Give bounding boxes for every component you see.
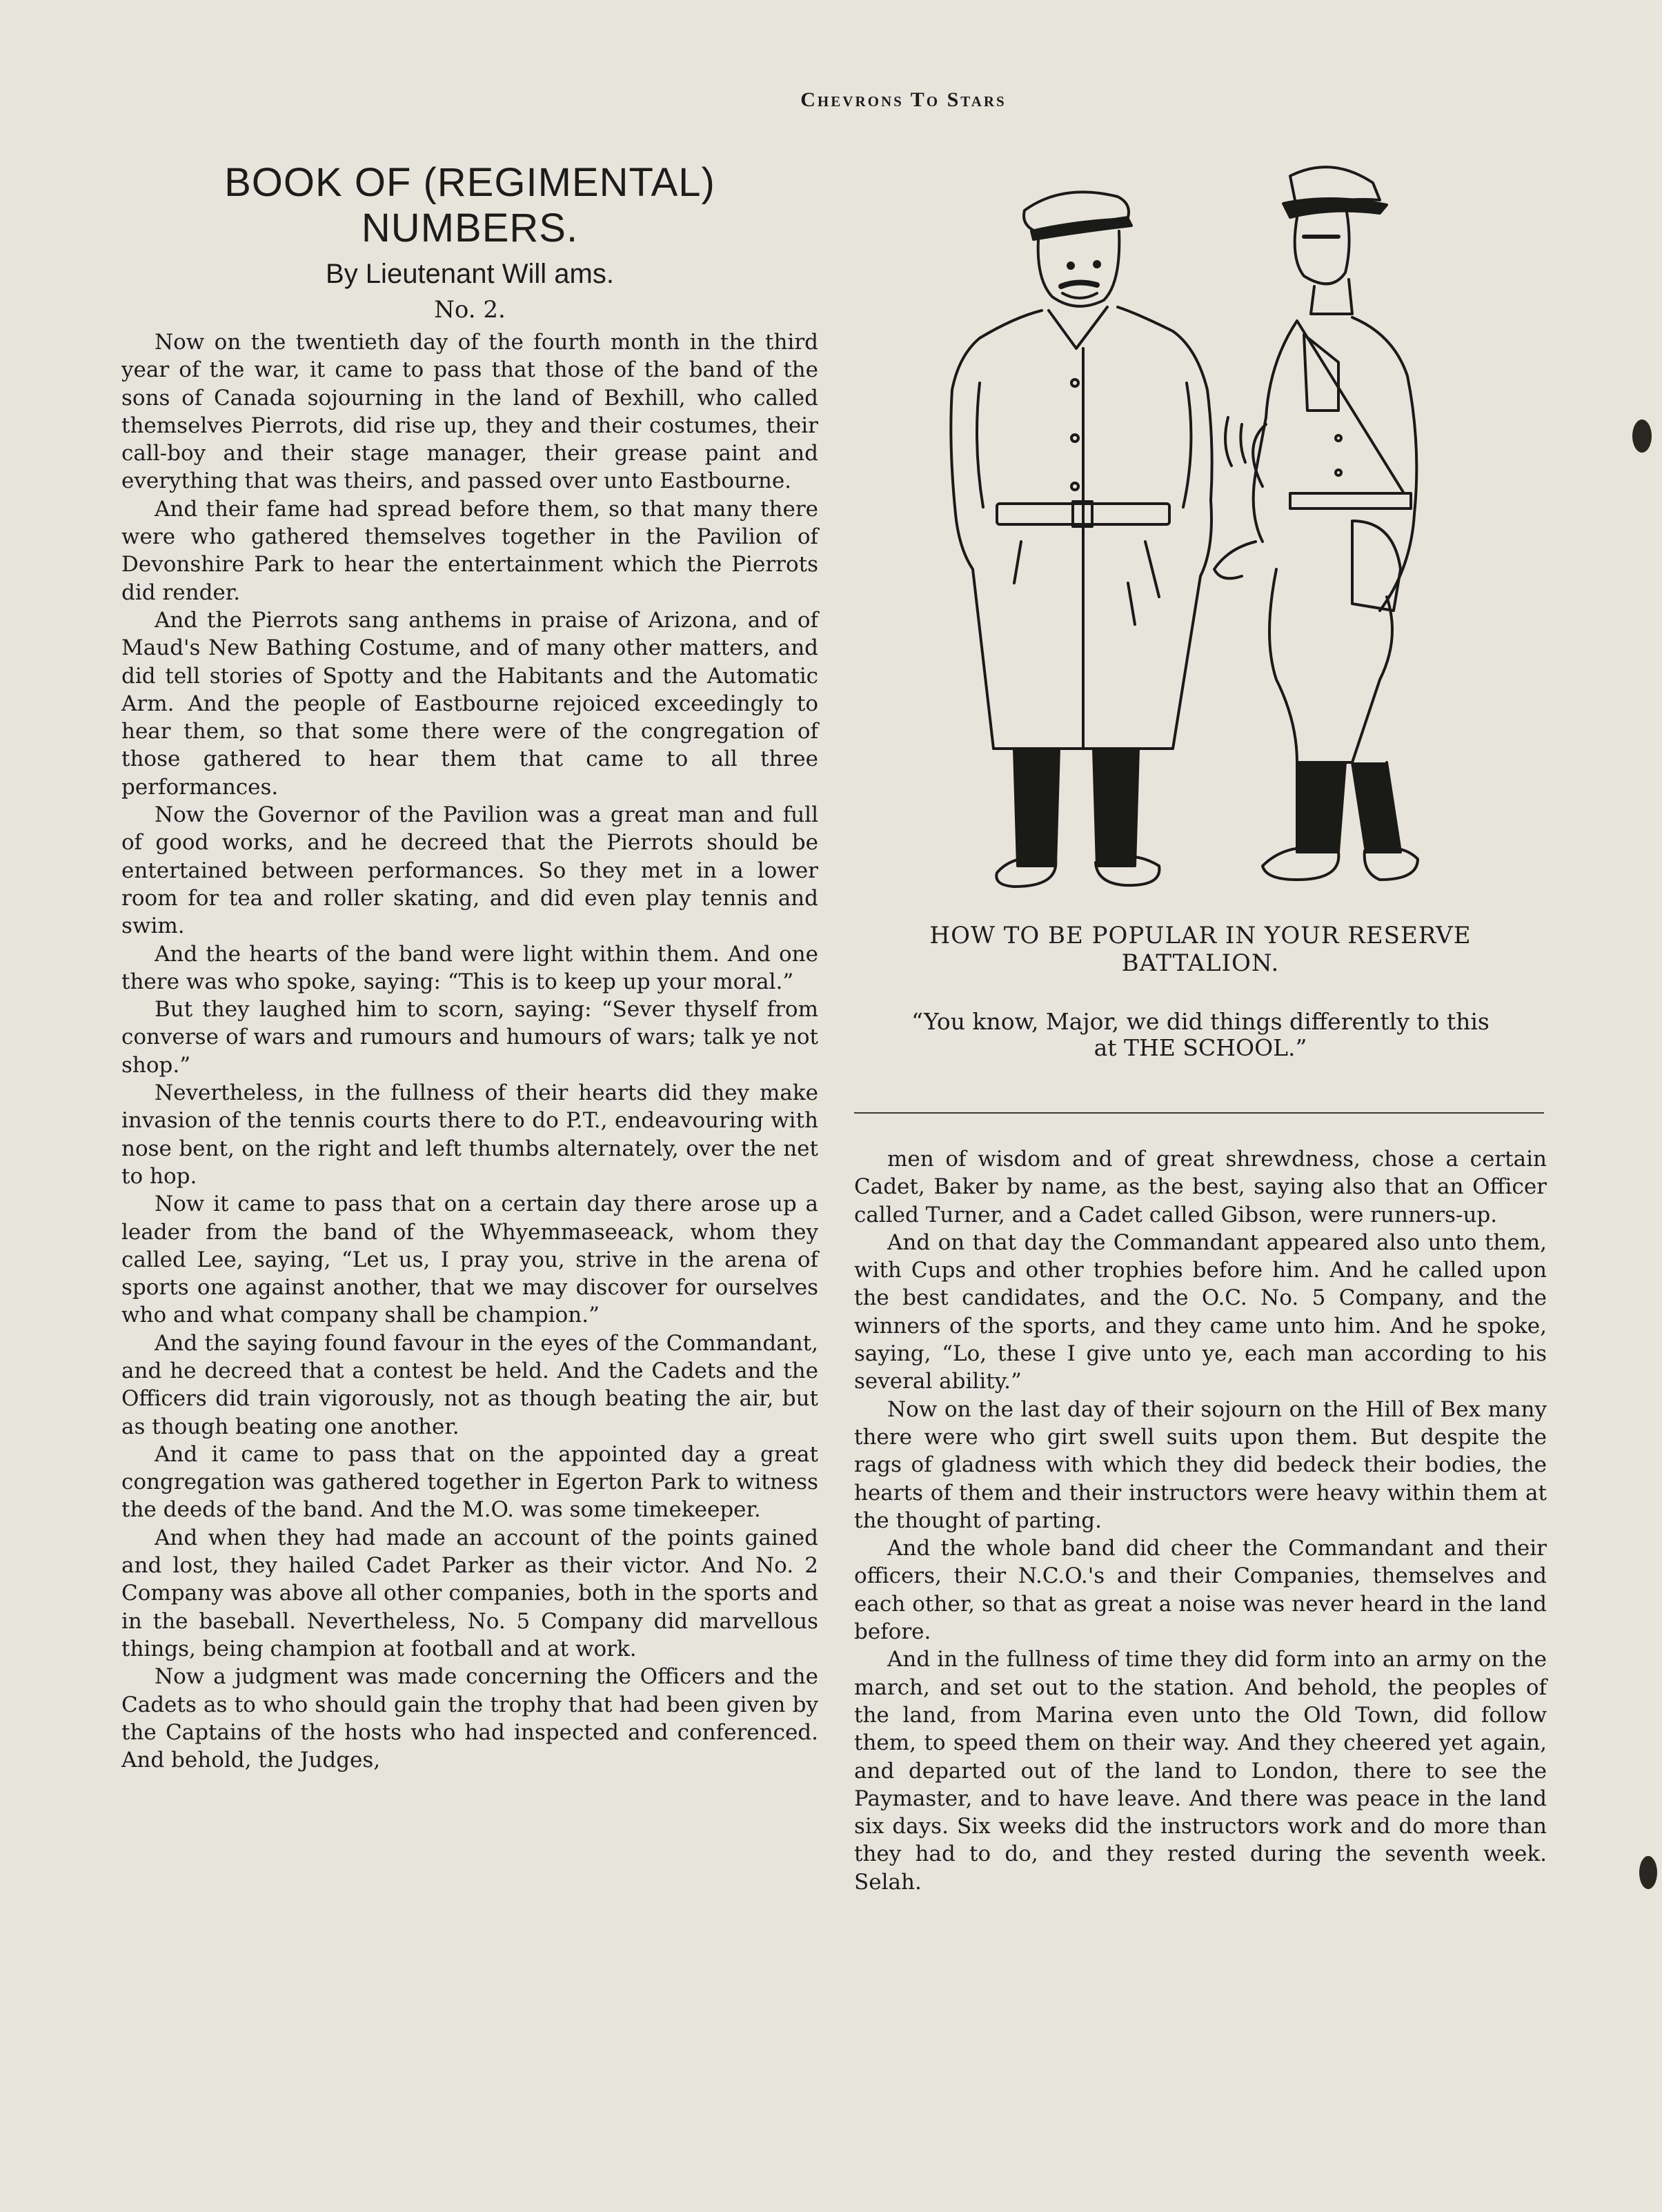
article-paragraph: Now the Governor of the Pavilion was a great man and full of good works, and he decreed that the Pierrots should be entertained between performances. So they met in a lower room for tea and roller skating, and did even play tennis and swim. <box>121 802 818 939</box>
left-paragraphs <box>121 328 818 1774</box>
article-paragraph: And the whole band did cheer the Commandant and their officers, their N.C.O.'s and their Companies, themselves and each other, so that as great a noise was never heard in the land before. <box>854 1536 1547 1645</box>
article-paragraph: And the saying found favour in the eyes of the Commandant, and he decreed that a contest be held. And the Cadets and the Officers did train vigorously, not as though beating the air, but as though beating one another. <box>121 1330 818 1439</box>
article-paragraph: But they laughed him to scorn, saying: “Sever thyself from converse of wars and rumours and humours of wars; talk ye not shop.” <box>121 997 818 1078</box>
byline: By Lieutenant Will ams. <box>326 259 614 289</box>
article-left-column <box>121 160 818 1774</box>
article-paragraph: Nevertheless, in the fullness of their hearts did they make invasion of the tennis courts there to do P.T., endeavouring with nose bent, on the right and left thumbs alternately, over the net to hop. <box>121 1080 818 1189</box>
right-paragraphs <box>854 1145 1547 1896</box>
article-paragraph: And the hearts of the band were light within them. And one there was who spoke, saying: “This is to keep up your moral.” <box>121 941 818 994</box>
cartoon-quote <box>849 1009 1552 1061</box>
article-paragraph: And the Pierrots sang anthems in praise of Arizona, and of Maud's New Bathing Costume, and of many other matters, and did tell stories of Spotty and the Habitants and the Automatic Arm. And the people of Eastbourne rejoiced exceedingly to hear them, so that some there were of the congregation of those gathered to hear them that came to all three performances. <box>121 607 818 800</box>
article-paragraph: men of wisdom and of great shrewdness, chose a certain Cadet, Baker by name, as the best, saying also that an Officer called Turner, and a Cadet called Gibson, were runners-up. <box>854 1147 1547 1227</box>
binding-hole-top <box>1632 419 1652 453</box>
article-paragraph: Now on the twentieth day of the fourth month in the third year of the war, it came to pass that those of the band of the sons of Canada sojourning in the land of Bexhill, who called themselves Pierrots, did rise up, they and their costumes, their call-boy and their stage manager, their grease paint and everything that was theirs, and passed over unto Eastbourne. <box>121 330 818 494</box>
cartoon-caption <box>849 922 1552 977</box>
article-number: No. 2. <box>434 296 506 324</box>
major-figure <box>951 192 1211 887</box>
caption-line-2: BATTALION. <box>1121 949 1280 977</box>
title-line-1: BOOK OF (REGIMENTAL) <box>224 160 715 205</box>
article-paragraph: And it came to pass that on the appointed day a great congregation was gathered together in Egerton Park to witness the deeds of the band. And the M.O. was some timekeeper. <box>121 1441 818 1523</box>
article-right-column <box>854 1145 1547 1896</box>
title-line-2: NUMBERS. <box>361 206 579 250</box>
article-paragraph: Now on the last day of their sojourn on the Hill of Bex many there were who girt swell suits upon them. But despite the rags of gladness with which they did bedeck their bodies, the hearts of them and their instructors were heavy within them at the thought of parting. <box>854 1396 1547 1533</box>
article-paragraph: Now a judgment was made concerning the Officers and the Cadets as to who should gain the trophy that had been given by the Captains of the hosts who had inspected and conferenced. And behold, the Judges, <box>121 1664 818 1773</box>
article-paragraph: And on that day the Commandant appeared also unto them, with Cups and other trophies before him. And he called upon the best candidates, and the O.C. No. 5 Company, and the winners of the sports, and they came unto him. And he spoke, saying, “Lo, these I give unto ye, each man according to his several ability.” <box>854 1230 1547 1394</box>
cadet-figure <box>1214 167 1418 880</box>
article-paragraph: Now it came to pass that on a certain day there arose up a leader from the band of the Whyemmaseeack, whom they called Lee, saying, “Let us, I pray you, strive in the arena of sports one against another, that we may discover for ourselves who and what company shall be champion.” <box>121 1192 818 1328</box>
quote-line-2: at THE SCHOOL.” <box>1094 1034 1307 1061</box>
binding-hole-bottom <box>1639 1856 1657 1889</box>
caption-line-1: HOW TO BE POPULAR IN YOUR RESERVE <box>929 922 1472 949</box>
section-divider <box>854 1112 1544 1114</box>
cartoon-illustration <box>855 155 1545 907</box>
article-title <box>121 160 818 251</box>
quote-line-1: “You know, Major, we did things differently to this <box>911 1008 1490 1035</box>
running-header: Chevrons To Stars <box>800 88 1007 111</box>
article-paragraph: And in the fullness of time they did form into an army on the march, and set out to the station. And behold, the peoples of the land, from Marina even unto the Old Town, did follow them, to speed them on their way. And they cheered yet again, and departed out of the land to London, there to see the Paymaster, and to have leave. And there was peace in the land six days. Six weeks did the instructors work and do more than they had to do, and they rested during the seventh week. Selah. <box>854 1647 1547 1895</box>
article-paragraph: And their fame had spread before them, so that many there were who gathered themselves together in the Pavilion of Devonshire Park to hear the entertainment which the Pierrots did render. <box>121 496 818 605</box>
article-paragraph: And when they had made an account of the points gained and lost, they hailed Cadet Parker as their victor. And No. 2 Company was above all other companies, both in the sports and in the baseball. Nevertheless, No. 5 Company did marvellous things, being champion at football and at work. <box>121 1525 818 1661</box>
